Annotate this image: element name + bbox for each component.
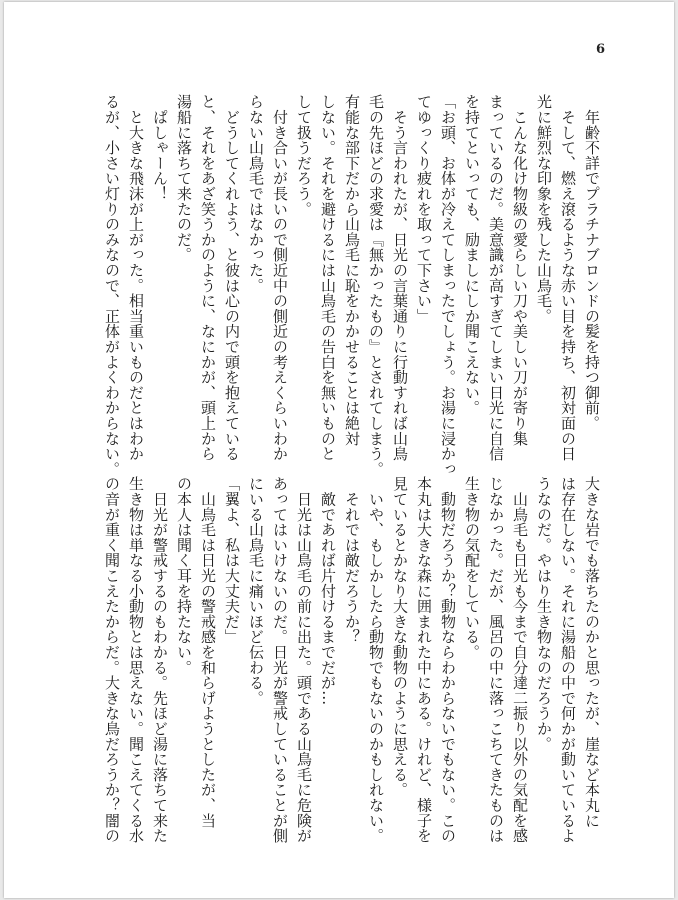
text-line: それでは敵だろうか？ <box>343 476 361 645</box>
text-line: して扱うだろう。 <box>295 94 313 217</box>
text-line: らない山鳥毛ではなかった。 <box>247 94 265 293</box>
text-line: 毛の先ほどの求愛は『無かったもの』とされてしまう。 <box>367 94 385 477</box>
text-line: 「お頭、お体が冷えてしまったでしょう。お湯に浸かっ <box>439 94 457 477</box>
text-line: 山鳥毛は日光の警戒感を和らげようとしたが、当 <box>199 476 217 828</box>
book-page <box>4 2 674 898</box>
text-line: 本丸は大きな森に囲まれた中にある。けれど、様子を <box>415 476 433 844</box>
text-line: てゆっくり疲れを取って下さい」 <box>415 94 433 324</box>
text-line: 山鳥毛も日光も今まで自分達二振り以外の気配を感 <box>511 476 529 844</box>
text-line: 湯船に落ちて来たのだ。 <box>175 94 193 263</box>
text-line: 日光が警戒するのもわかる。先ほど湯に落ちて来た <box>151 476 169 844</box>
text-line: どうしてくれよう、と彼は心の内で頭を抱えている <box>223 94 241 462</box>
text-line: にいる山鳥毛に痛いほど伝わる。 <box>247 476 265 706</box>
text-line: 光に鮮烈な印象を残した山鳥毛。 <box>535 94 553 324</box>
text-line: 動物だろうか？動物ならわからないでもない。この <box>439 476 457 844</box>
text-line: を持てといっても、励ましにしか聞こえない。 <box>463 94 481 416</box>
text-line: じなかった。だが、風呂の中に落っこちてきたものは <box>487 476 505 844</box>
text-line: 生き物の気配をしている。 <box>463 476 481 660</box>
text-line: と、それをあざ笑うかのように、なにかが、頭上から <box>199 94 217 462</box>
text-line: と大きな飛沫が上がった。相当重いものだとはわか <box>127 94 145 462</box>
text-line: あってはいけないのだ。日光が警戒していることが側 <box>271 476 289 844</box>
text-line: 年齢不詳でプラチナブロンドの髪を持つ御前。 <box>583 94 601 431</box>
text-line: は存在しない。それに湯船の中で何かが動いているよ <box>559 476 577 844</box>
text-line: 大きな岩でも落ちたのかと思ったが、崖など本丸に <box>583 476 601 828</box>
text-line: 生き物は単なる小動物とは思えない。聞こえてくる水 <box>127 476 145 844</box>
text-line: 敵であれば片付けるまでだが… <box>319 476 337 706</box>
text-line: しない。それを避けるには山鳥毛の告白を無いものと <box>319 94 337 462</box>
text-line: るが、小さい灯りのみなので、正体がよくわからない。 <box>103 94 121 477</box>
text-line: 「翼よ、私は大丈夫だ」 <box>223 476 241 645</box>
text-line: うなのだ。やはり生き物なのだろうか。 <box>535 476 553 752</box>
text-line: そう言われたが、日光の言葉通りに行動すれば山鳥 <box>391 94 409 462</box>
text-line: 見ているとかなり大きな動物のように思える。 <box>391 476 409 798</box>
upper-text-column <box>100 94 604 477</box>
text-line: いや、もしかしたら動物でもないのかもしれない。 <box>367 476 385 844</box>
text-line: ぱしゃーん！ <box>151 94 169 202</box>
text-line: そして、燃え滾るような赤い目を持ち、初対面の日 <box>559 94 577 462</box>
text-line: 付き合いが長いので側近中の側近の考えくらいわか <box>271 94 289 462</box>
lower-text-column <box>100 476 604 876</box>
text-line: の本人は聞く耳を持たない。 <box>175 476 193 675</box>
text-line: まっているのだ。美意識が高すぎてしまい日光に自信 <box>487 94 505 462</box>
text-line: の音が重く聞こえたからだ。大きな鳥だろうか？闇の <box>103 476 121 844</box>
text-line: 日光は山鳥毛の前に出た。頭である山鳥毛に危険が <box>295 476 313 844</box>
page-number: 6 <box>596 42 606 57</box>
text-line: 有能な部下だから山鳥毛に恥をかかせることは絶対 <box>343 94 361 446</box>
text-line: こんな化け物級の愛らしい刀や美しい刀が寄り集 <box>511 94 529 446</box>
